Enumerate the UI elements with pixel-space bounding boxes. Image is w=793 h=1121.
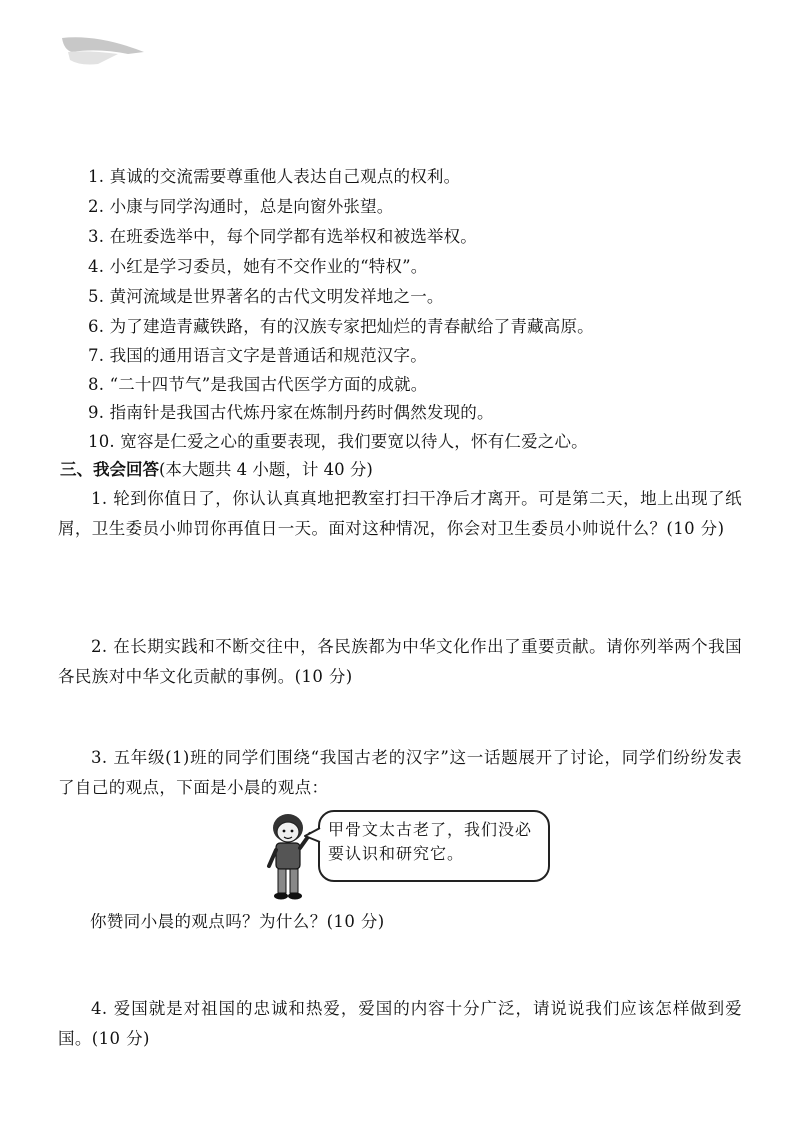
question-4: 4. 爱国就是对祖国的忠诚和热爱，爱国的内容十分广泛，请说说我们应该怎样做到爱国。(10 分) <box>58 999 742 1048</box>
judgment-item: 2. 小康与同学沟通时，总是向窗外张望。 <box>88 197 394 216</box>
section-subtitle: (本大题共 4 小题，计 40 分) <box>159 460 373 479</box>
judgment-item: 4. 小红是学习委员，她有不交作业的“特权”。 <box>88 257 428 276</box>
question-2: 2. 在长期实践和不断交往中，各民族都为中华文化作出了重要贡献。请你列举两个我国各民族对中华文化贡献的事例。(10 分) <box>58 637 742 686</box>
judgment-item: 8. “二十四节气”是我国古代医学方面的成就。 <box>88 375 428 394</box>
judgment-item: 3. 在班委选举中，每个同学都有选举权和被选举权。 <box>88 227 477 246</box>
speech-bubble-text: 甲骨文太古老了，我们没必要认识和研究它。 <box>328 820 533 863</box>
section-title: 三、我会回答 <box>60 460 159 479</box>
question-3-prompt: 你赞同小晨的观点吗？为什么？(10 分) <box>90 912 385 931</box>
judgment-item: 10. 宽容是仁爱之心的重要表现，我们要宽以待人，怀有仁爱之心。 <box>88 432 588 451</box>
judgment-item: 6. 为了建造青藏铁路，有的汉族专家把灿烂的青春献给了青藏高原。 <box>88 317 594 336</box>
question-3: 3. 五年级(1)班的同学们围绕“我国古老的汉字”这一话题展开了讨论，同学们纷纷发表了自己的观点，下面是小晨的观点： <box>58 748 742 797</box>
section-heading <box>60 459 373 481</box>
judgment-item: 1. 真诚的交流需要尊重他人表达自己观点的权利。 <box>88 167 461 186</box>
scan-smudge <box>58 30 158 80</box>
judgment-item: 9. 指南针是我国古代炼丹家在炼制丹药时偶然发现的。 <box>88 403 494 422</box>
judgment-item: 5. 黄河流域是世界著名的古代文明发祥地之一。 <box>88 287 444 306</box>
speech-bubble-tail <box>304 826 322 846</box>
judgment-item: 7. 我国的通用语言文字是普通话和规范汉字。 <box>88 346 427 365</box>
question-1: 1. 轮到你值日了，你认认真真地把教室打扫干净后才离开。可是第二天，地上出现了纸屑，卫生委员小帅罚你再值日一天。面对这种情况，你会对卫生委员小帅说什么？(10 分) <box>58 489 742 538</box>
